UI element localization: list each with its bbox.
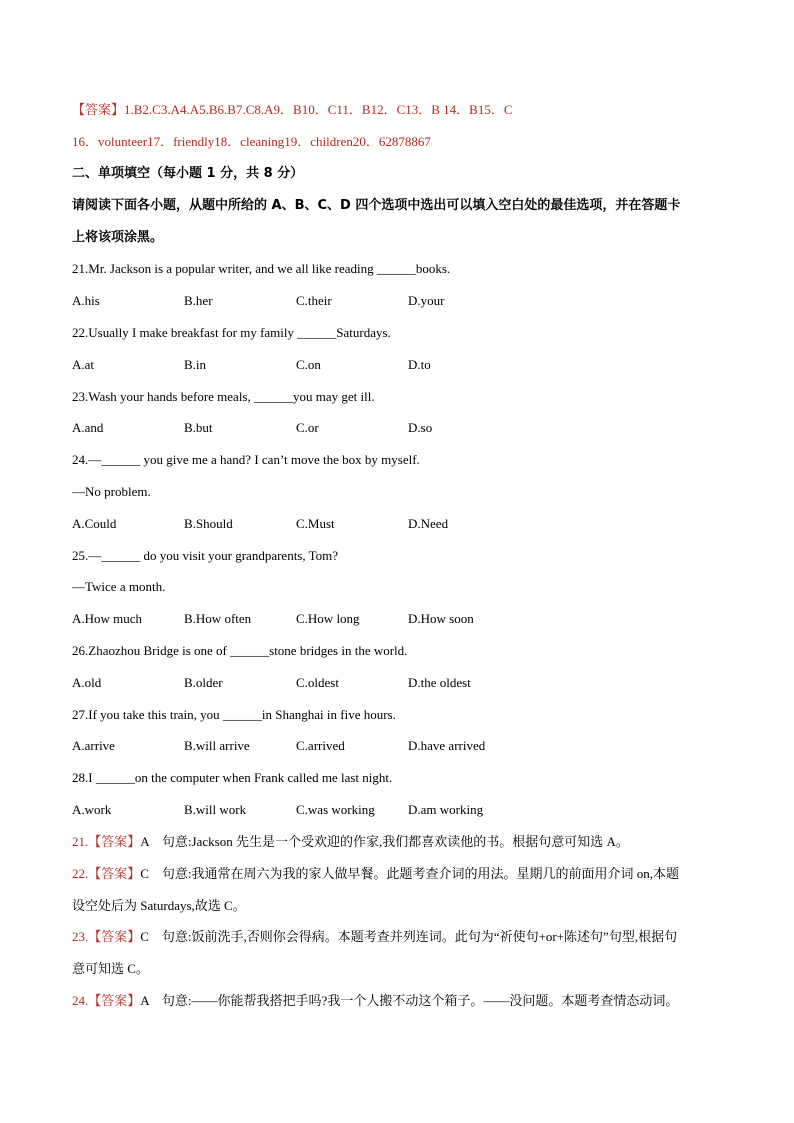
option-c: C.their — [296, 293, 332, 308]
explanation-number: 23. — [72, 929, 89, 944]
question-26-stem: 26.Zhaozhou Bridge is one of ______stone bridges in the world. — [72, 643, 408, 658]
answer-tag: 【答案】 — [88, 866, 141, 881]
option-d: D.am working — [408, 802, 484, 817]
explanation-24 — [72, 991, 732, 1011]
section-instruction-2: 上将该项涂黑。 — [72, 230, 164, 245]
option-d: D.to — [408, 357, 431, 372]
option-d: D.the oldest — [408, 675, 471, 690]
option-a: A.How much — [72, 611, 143, 626]
question-28-stem: 28.I ______on the computer when Frank called me last night. — [72, 770, 393, 785]
explanation-text: A 句意:Jackson 先生是一个受欢迎的作家,我们都喜欢读他的书。根据句意可知选 A。 — [140, 834, 629, 849]
option-a: A.arrive — [72, 738, 115, 753]
option-b: B.Should — [184, 516, 233, 531]
answer-tag: 【答案】 — [88, 993, 141, 1008]
option-a: A.at — [72, 357, 95, 372]
explanation-21 — [72, 832, 732, 852]
option-d: D.your — [408, 293, 445, 308]
option-d: D.Need — [408, 516, 449, 531]
option-c: C.oldest — [296, 675, 339, 690]
explanation-number: 24. — [72, 993, 89, 1008]
question-27-options — [72, 736, 732, 756]
option-b: B.but — [184, 420, 213, 435]
option-a: A.Could — [72, 516, 117, 531]
answer-tag: 【答案】 — [88, 834, 141, 849]
option-c: C.arrived — [296, 738, 345, 753]
answer-tag: 【答案】 — [72, 102, 125, 117]
explanation-22 — [72, 864, 732, 884]
option-a: A.work — [72, 802, 112, 817]
explanation-text: C 句意:饭前洗手,否则你会得病。本题考查并列连词。此句为“祈使句+or+陈述句”句型,根据句 — [140, 929, 678, 944]
answer-key-line-1 — [72, 100, 732, 120]
option-b: B.in — [184, 357, 207, 372]
question-24-options — [72, 514, 732, 534]
question-25-stem: 25.—______ do you visit your grandparents, Tom? — [72, 548, 339, 563]
explanation-text: C 句意:我通常在周六为我的家人做早餐。此题考查介词的用法。星期几的前面用介词 on,本题 — [140, 866, 680, 881]
answer-key-line-2: 16．volunteer17．friendly18．cleaning19．children20．62878867 — [72, 134, 431, 149]
question-23-stem: 23.Wash your hands before meals, ______you may get ill. — [72, 389, 375, 404]
question-24-stem: 24.—______ you give me a hand? I can’t move the box by myself. — [72, 452, 420, 467]
option-c: C.on — [296, 357, 321, 372]
option-d: D.How soon — [408, 611, 474, 626]
question-21-options — [72, 291, 732, 311]
option-b: B.will work — [184, 802, 247, 817]
explanation-23-continued: 意可知选 C。 — [72, 961, 149, 976]
option-b: B.her — [184, 293, 213, 308]
option-c: C.How long — [296, 611, 360, 626]
explanation-22-continued: 设空处后为 Saturdays,故选 C。 — [72, 898, 246, 913]
option-c: C.Must — [296, 516, 335, 531]
question-25-options — [72, 609, 732, 629]
question-22-stem: 22.Usually I make breakfast for my family ______Saturdays. — [72, 325, 391, 340]
explanation-23 — [72, 927, 732, 947]
question-24-reply: —No problem. — [72, 484, 151, 499]
option-a: A.and — [72, 420, 104, 435]
option-b: B.will arrive — [184, 738, 250, 753]
explanation-text: A 句意:——你能帮我搭把手吗?我一个人搬不动这个箱子。——没问题。本题考查情态动词。 — [140, 993, 679, 1008]
question-28-options — [72, 800, 732, 820]
question-22-options — [72, 355, 732, 375]
question-23-options — [72, 418, 732, 438]
answer-tag: 【答案】 — [88, 929, 141, 944]
question-21-stem: 21.Mr. Jackson is a popular writer, and we all like reading ______books. — [72, 261, 451, 276]
question-27-stem: 27.If you take this train, you ______in Shanghai in five hours. — [72, 707, 396, 722]
option-c: C.or — [296, 420, 319, 435]
option-a: A.old — [72, 675, 102, 690]
explanation-number: 22. — [72, 866, 89, 881]
section-instruction-1: 请阅读下面各小题，从题中所给的 A、B、C、D 四个选项中选出可以填入空白处的最佳选项，并在答题卡 — [72, 198, 681, 213]
question-26-options — [72, 673, 732, 693]
option-d: D.have arrived — [408, 738, 486, 753]
answer-key-values-1: 1.B2.C3.A4.A5.B6.B7.C8.A9．B10．C11．B12．C13．B 14．B15．C — [124, 102, 513, 117]
question-25-reply: —Twice a month. — [72, 579, 166, 594]
option-d: D.so — [408, 420, 433, 435]
option-c: C.was working — [296, 802, 375, 817]
section-title: 二、单项填空（每小题 1 分，共 8 分） — [72, 166, 304, 181]
option-a: A.his — [72, 293, 100, 308]
option-b: B.older — [184, 675, 223, 690]
option-b: B.How often — [184, 611, 252, 626]
explanation-number: 21. — [72, 834, 89, 849]
